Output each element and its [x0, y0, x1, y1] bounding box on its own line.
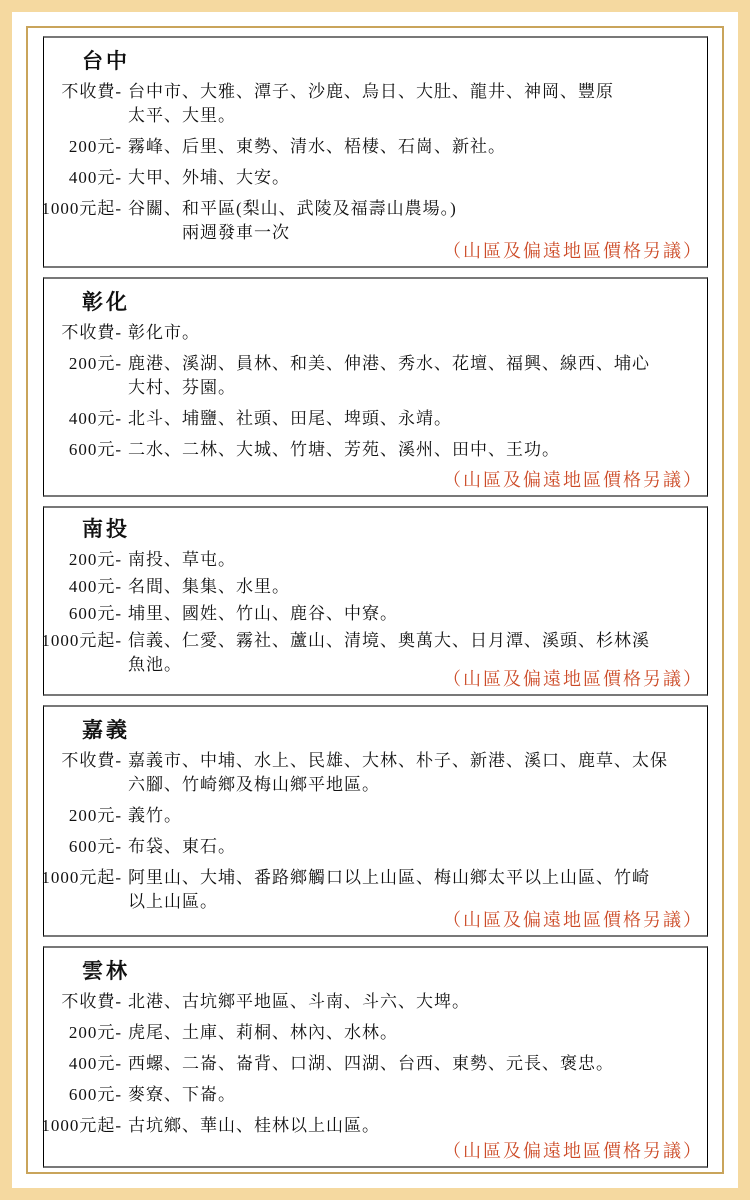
fee-zone-section [43, 705, 708, 937]
fee-places [128, 548, 695, 572]
fee-places [128, 835, 695, 859]
fee-row [41, 1114, 695, 1138]
fee-tier-label: 200元- [68, 1023, 122, 1042]
zone-title: 台中 [82, 49, 130, 73]
zone-title: 嘉義 [82, 718, 130, 742]
fee-places [128, 321, 695, 345]
place-line: 麥寮、下崙。 [128, 1085, 236, 1104]
place-line: 埔里、國姓、竹山、鹿谷、中寮。 [128, 604, 398, 623]
fee-places [128, 866, 695, 914]
fee-places [128, 1052, 695, 1076]
fee-row [54, 135, 695, 159]
place-line: 鹿港、溪湖、員林、和美、伸港、秀水、花壇、福興、線西、埔心 [128, 354, 650, 373]
fee-places [128, 1114, 695, 1138]
fee-row [54, 166, 695, 190]
fee-places [128, 990, 695, 1014]
fee-tier-label: 600元- [68, 604, 122, 623]
remote-area-note: （山區及偏遠地區價格另議） [443, 470, 703, 490]
fee-row [54, 1021, 695, 1045]
place-line: 嘉義市、中埔、水上、民雄、大林、朴子、新港、溪口、鹿草、太保 [128, 751, 668, 770]
fee-row [54, 749, 695, 797]
fee-zone-section [43, 946, 708, 1168]
place-line: 太平、大里。 [128, 106, 236, 125]
fee-tier-label: 1000元起- [41, 199, 122, 218]
fee-row [54, 407, 695, 431]
fee-places [128, 197, 695, 245]
fee-places [128, 1021, 695, 1045]
place-line: 北斗、埔鹽、社頭、田尾、埤頭、永靖。 [128, 409, 452, 428]
place-line: 信義、仁愛、霧社、蘆山、清境、奧萬大、日月潭、溪頭、杉林溪 [128, 631, 650, 650]
fee-tier-label: 1000元起- [41, 868, 122, 887]
page-gold-frame [26, 26, 724, 1174]
fee-tier-label: 200元- [68, 806, 122, 825]
fee-places [128, 1083, 695, 1107]
fee-row [54, 80, 695, 128]
place-line: 霧峰、后里、東勢、清水、梧棲、石崗、新社。 [128, 137, 506, 156]
fee-row [54, 352, 695, 400]
fee-tier-label: 600元- [68, 1085, 122, 1104]
fee-row [54, 575, 695, 599]
place-line: 大村、芬園。 [128, 378, 236, 397]
remote-area-note: （山區及偏遠地區價格另議） [443, 910, 703, 930]
fee-places [128, 80, 695, 128]
fee-tier-label: 1000元起- [41, 1116, 122, 1135]
place-line: 兩週發車一次 [128, 223, 290, 242]
fee-places [128, 135, 695, 159]
fee-zone-section [43, 36, 708, 268]
place-line: 虎尾、土庫、莉桐、林內、水林。 [128, 1023, 398, 1042]
place-line: 北港、古坑鄉平地區、斗南、斗六、大埤。 [128, 992, 470, 1011]
fee-tier-label: 不收費- [61, 323, 122, 342]
place-line: 大甲、外埔、大安。 [128, 168, 290, 187]
place-line: 二水、二林、大城、竹塘、芳苑、溪州、田中、王功。 [128, 440, 560, 459]
place-line: 魚池。 [128, 655, 182, 674]
fee-rows [41, 80, 695, 245]
fee-row [41, 197, 695, 245]
fee-places [128, 602, 695, 626]
fee-rows [41, 548, 695, 677]
place-line: 義竹。 [128, 806, 182, 825]
place-line: 以上山區。 [128, 892, 218, 911]
fee-tier-label: 200元- [68, 550, 122, 569]
place-line: 六腳、竹崎鄉及梅山鄉平地區。 [128, 775, 380, 794]
place-line: 布袋、東石。 [128, 837, 236, 856]
fee-row [54, 990, 695, 1014]
zone-title: 雲林 [82, 959, 130, 983]
fee-zone-section [43, 506, 708, 696]
fee-row [54, 548, 695, 572]
fee-tier-label: 400元- [68, 409, 122, 428]
place-line: 台中市、大雅、潭子、沙鹿、烏日、大肚、龍井、神岡、豐原 [128, 82, 614, 101]
zone-title: 彰化 [82, 290, 130, 314]
fee-row [54, 438, 695, 462]
fee-tier-label: 600元- [68, 837, 122, 856]
place-line: 古坑鄉、華山、桂林以上山區。 [128, 1116, 380, 1135]
fee-tier-label: 1000元起- [41, 631, 122, 650]
fee-rows [41, 990, 695, 1138]
fee-tier-label: 200元- [68, 137, 122, 156]
fee-tier-label: 600元- [68, 440, 122, 459]
fee-row [54, 835, 695, 859]
fee-tier-label: 200元- [68, 354, 122, 373]
fee-tier-label: 不收費- [61, 82, 122, 101]
place-line: 名間、集集、水里。 [128, 577, 290, 596]
place-line: 西螺、二崙、崙背、口湖、四湖、台西、東勢、元長、褒忠。 [128, 1054, 614, 1073]
fee-row [54, 1052, 695, 1076]
fee-rows [41, 749, 695, 914]
fee-places [128, 407, 695, 431]
fee-tier-label: 400元- [68, 577, 122, 596]
fee-zones-list [43, 36, 708, 1168]
fee-rows [54, 321, 695, 462]
fee-places [128, 749, 695, 797]
remote-area-note: （山區及偏遠地區價格另議） [443, 669, 703, 689]
fee-tier-label: 不收費- [61, 992, 122, 1011]
fee-tier-label: 400元- [68, 168, 122, 187]
fee-places [128, 166, 695, 190]
remote-area-note: （山區及偏遠地區價格另議） [443, 241, 703, 261]
fee-row [41, 866, 695, 914]
place-line: 阿里山、大埔、番路鄉觸口以上山區、梅山鄉太平以上山區、竹崎 [128, 868, 650, 887]
zone-title: 南投 [82, 517, 130, 541]
fee-row [54, 804, 695, 828]
fee-row [54, 602, 695, 626]
place-line: 谷關、和平區(梨山、武陵及福壽山農場。) [128, 199, 457, 218]
fee-places [128, 575, 695, 599]
fee-row [54, 321, 695, 345]
fee-places [128, 352, 695, 400]
fee-zone-section [43, 277, 708, 497]
fee-places [128, 804, 695, 828]
place-line: 彰化市。 [128, 323, 200, 342]
fee-places [128, 438, 695, 462]
remote-area-note: （山區及偏遠地區價格另議） [443, 1141, 703, 1161]
fee-tier-label: 不收費- [61, 751, 122, 770]
fee-tier-label: 400元- [68, 1054, 122, 1073]
fee-row [54, 1083, 695, 1107]
place-line: 南投、草屯。 [128, 550, 236, 569]
